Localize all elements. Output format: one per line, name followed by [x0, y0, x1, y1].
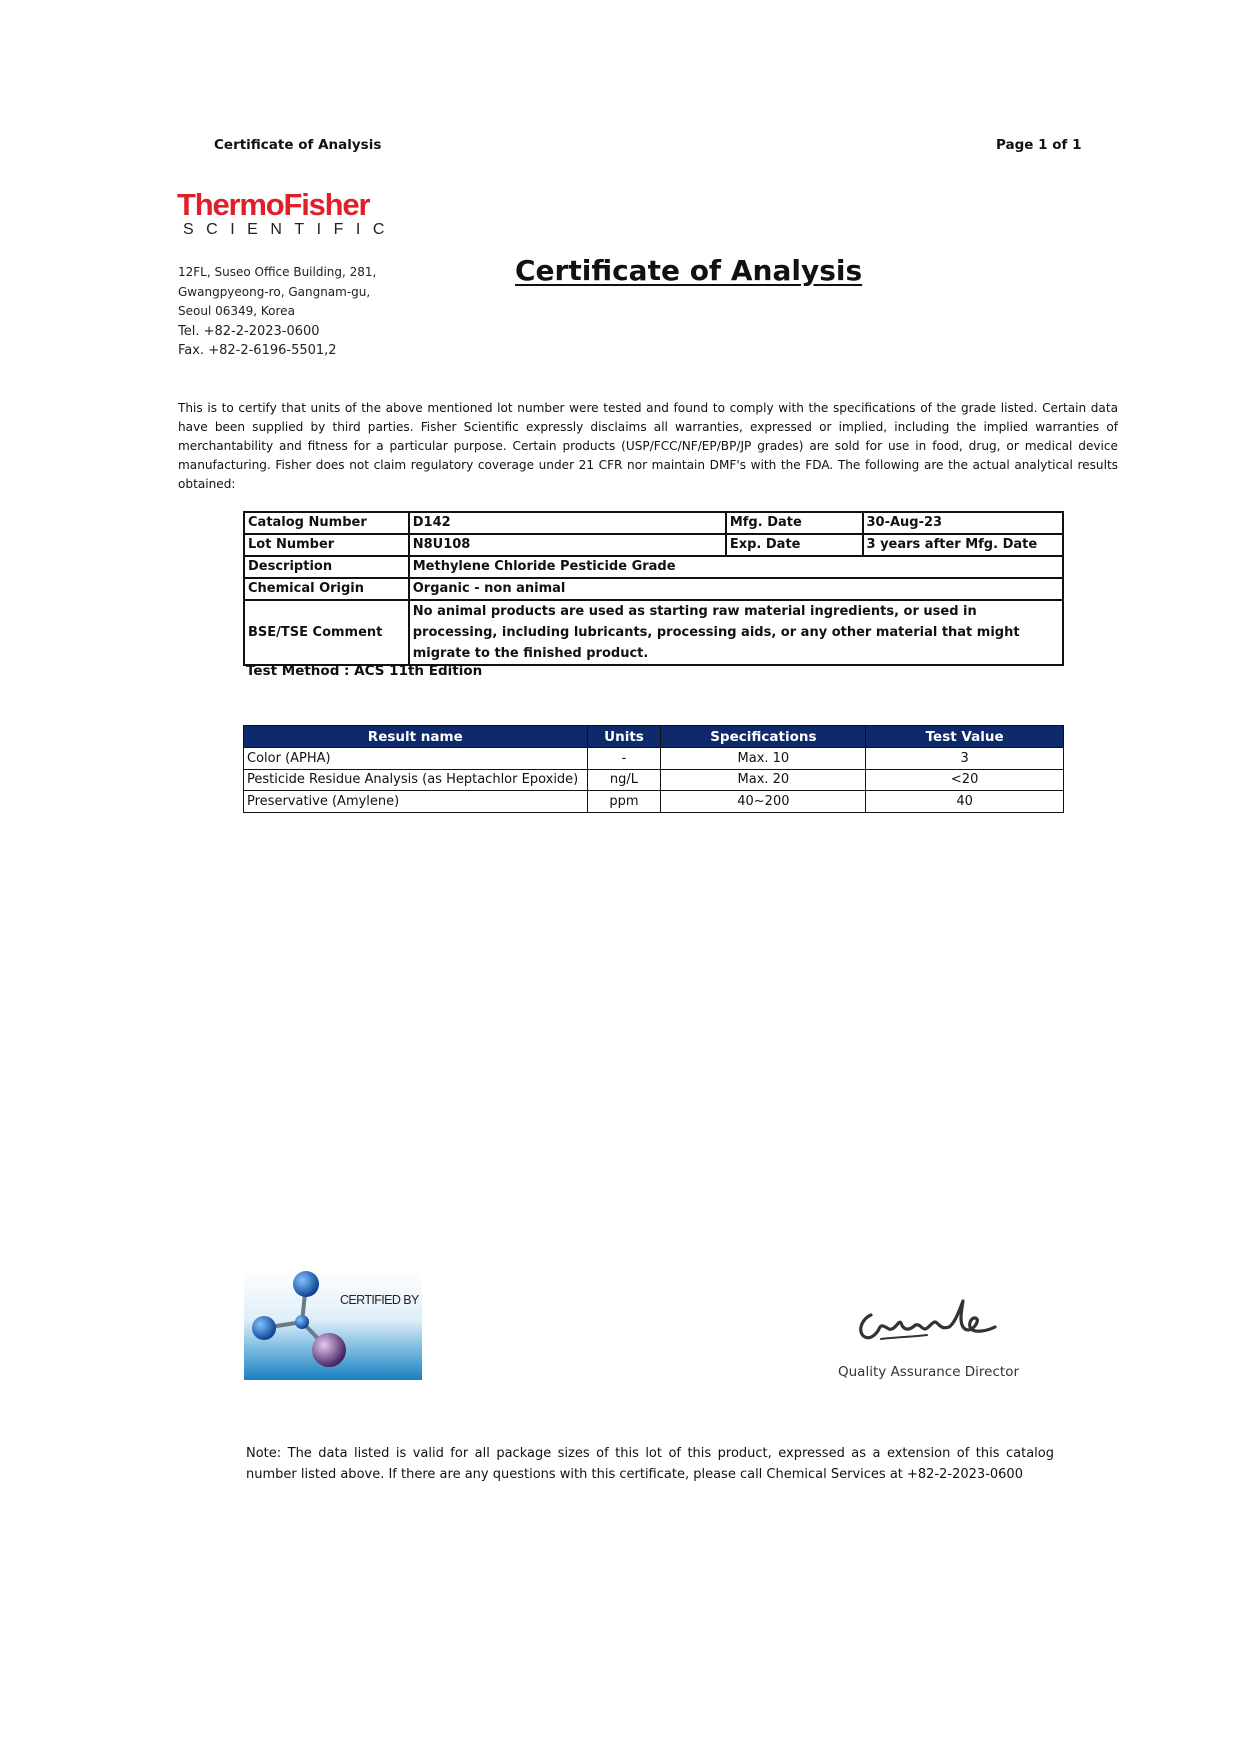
thermo-fisher-logo	[177, 189, 417, 239]
header-doc-label: Certificate of Analysis	[214, 137, 382, 153]
catalog-label: Catalog Number	[244, 512, 409, 534]
footer-note: Note: The data listed is valid for all package sizes of this lot of this product, expressed as a extension of this catalog number listed above. If there are any questions with this certificate, please call Chemical Services at +82-2-2023-0600	[246, 1446, 1054, 1482]
origin-value: Organic - non animal	[409, 578, 1063, 600]
certification-statement: This is to certify that units of the above mentioned lot number were tested and found to comply with the specifications of the grade listed. Certain data have been supplied by third parties. Fisher Scientific expressly disclaims all warranties, expressed or implied, including the implied warranties of merchantability and fitness for a particular purpose. Certain products (USP/FCC/NF/EP/BP/JP grades) are sold for use in food, drug, or medical device manufacturing. Fisher does not claim regulatory coverage under 21 CFR nor maintain DMF's with the FDA. The following are the actual analytical results obtained:	[178, 401, 1118, 491]
qa-director-label: Quality Assurance Director	[838, 1364, 1020, 1380]
address-line-2: Gwangpyeong-ro, Gangnam-gu,	[178, 284, 371, 299]
page-number: Page 1 of 1	[996, 137, 1082, 153]
company-address	[178, 263, 376, 361]
exp-date-label: Exp. Date	[726, 534, 863, 556]
address-line-3: Seoul 06349, Korea	[178, 304, 295, 318]
result-name: Pesticide Residue Analysis (as Heptachlor Epoxide)	[244, 769, 588, 791]
results-table	[243, 725, 1064, 813]
result-spec: Max. 20	[661, 769, 866, 791]
lot-value: N8U108	[409, 534, 726, 556]
origin-label: Chemical Origin	[244, 578, 409, 600]
result-name: Color (APHA)	[244, 748, 588, 770]
address-line-1: 12FL, Suseo Office Building, 281,	[178, 265, 377, 279]
product-info-table	[243, 511, 1064, 666]
table-row	[244, 512, 1063, 534]
description-value: Methylene Chloride Pesticide Grade	[409, 556, 1063, 578]
bse-value: No animal products are used as starting raw material ingredients, or used in processing, including lubricants, processing aids, or any other material that might migrate to the finished product.	[409, 600, 1063, 665]
col-header-units: Units	[587, 726, 661, 748]
exp-date-value: 3 years after Mfg. Date	[863, 534, 1064, 556]
lot-label: Lot Number	[244, 534, 409, 556]
signature	[855, 1293, 1015, 1345]
result-name: Preservative (Amylene)	[244, 791, 588, 813]
col-header-test-value: Test Value	[866, 726, 1064, 748]
table-row	[244, 556, 1063, 578]
address-tel: Tel. +82-2-2023-0600	[178, 323, 320, 339]
certified-by-text: CERTIFIED BY	[340, 1293, 419, 1307]
logo-brand-bottom: SCIENTIFIC	[183, 221, 397, 238]
result-spec: Max. 10	[661, 748, 866, 770]
mfg-date-value: 30-Aug-23	[863, 512, 1064, 534]
description-label: Description	[244, 556, 409, 578]
result-units: -	[587, 748, 661, 770]
mfg-date-label: Mfg. Date	[726, 512, 863, 534]
logo-brand-top: ThermoFisher	[177, 187, 370, 222]
result-value: 3	[866, 748, 1064, 770]
table-row	[244, 578, 1063, 600]
page-title: Certificate of Analysis	[515, 254, 863, 287]
table-row	[244, 600, 1063, 665]
table-row	[244, 748, 1064, 770]
table-row	[244, 791, 1064, 813]
result-value: 40	[866, 791, 1064, 813]
col-header-result-name: Result name	[244, 726, 588, 748]
table-row	[244, 769, 1064, 791]
result-spec: 40~200	[661, 791, 866, 813]
col-header-specifications: Specifications	[661, 726, 866, 748]
address-fax: Fax. +82-2-6196-5501,2	[178, 343, 337, 358]
table-row	[244, 534, 1063, 556]
bse-label: BSE/TSE Comment	[244, 600, 409, 665]
result-value: <20	[866, 769, 1064, 791]
test-method: Test Method : ACS 11th Edition	[246, 663, 483, 679]
result-units: ng/L	[587, 769, 661, 791]
catalog-value: D142	[409, 512, 726, 534]
certified-by-badge	[244, 1270, 422, 1380]
result-units: ppm	[587, 791, 661, 813]
results-header-row	[244, 726, 1064, 748]
